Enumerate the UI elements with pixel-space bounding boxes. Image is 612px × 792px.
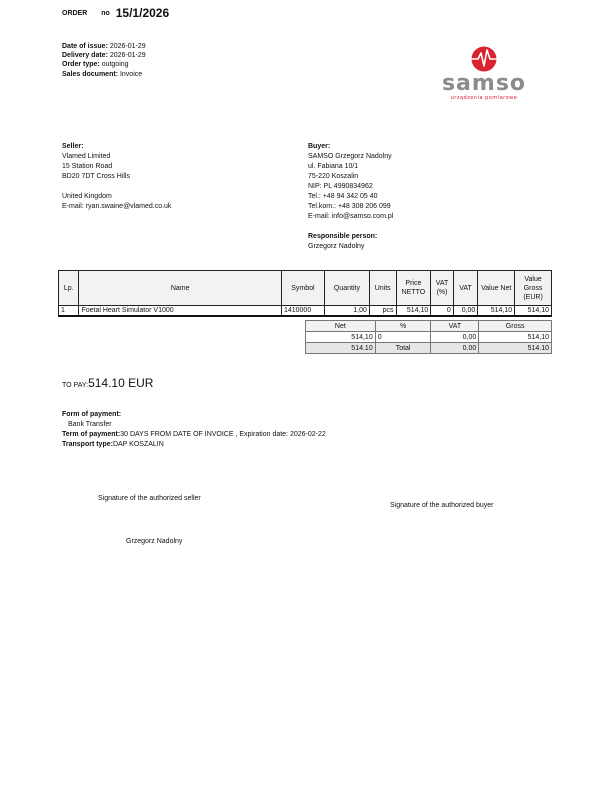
col-header-lp: Lp. xyxy=(59,271,79,306)
order-type-label: Order type: xyxy=(62,61,100,69)
cell-symbol: 1410000 xyxy=(281,306,324,317)
sum-gross: 514,10 xyxy=(479,332,552,343)
buyer-signature-label: Signature of the authorized buyer xyxy=(390,502,494,509)
col-header-name: Name xyxy=(79,271,282,306)
buyer-block xyxy=(308,142,393,252)
table-row xyxy=(59,306,552,317)
col-header-quantity: Quantity xyxy=(324,271,369,306)
seller-line: United Kingdom xyxy=(62,193,112,200)
seller-line: BD20 7DT Cross Hills xyxy=(62,173,130,180)
seller-line: 15 Station Road xyxy=(62,163,113,170)
col-header-vat-pct: VAT (%) xyxy=(431,271,454,306)
sales-doc-value: Invoice xyxy=(119,70,143,78)
delivery-date-label: Delivery date: xyxy=(62,52,108,60)
cell-vat: 0,00 xyxy=(453,306,478,317)
sum-header-pct: % xyxy=(375,321,431,332)
payment-block xyxy=(62,410,326,450)
to-pay-amount: 514.10 EUR xyxy=(88,376,154,390)
logo-tagline: urządzenia pomiarowe xyxy=(450,95,518,101)
samso-logo-icon xyxy=(424,45,544,101)
buyer-line: SAMSO Grzegorz Nadolny xyxy=(308,153,392,160)
sum-vat: 0,00 xyxy=(431,332,479,343)
order-type-value: outgoing xyxy=(101,61,129,69)
payment-term-value: 30 DAYS FROM DATE OF INVOICE , Expiration date: 2026-02-22 xyxy=(120,431,326,438)
seller-line: Vlamed Limited xyxy=(62,153,111,160)
logo-wordmark: samso xyxy=(441,71,527,96)
responsible-label: Responsible person: xyxy=(308,233,378,240)
delivery-date-value: 2026-01-29 xyxy=(109,52,146,60)
sum-header-net: Net xyxy=(306,321,376,332)
sum-header-vat: VAT xyxy=(431,321,479,332)
seller-block xyxy=(62,142,171,212)
col-header-gross: Value Gross (EUR) xyxy=(515,271,552,306)
col-header-units: Units xyxy=(369,271,396,306)
company-logo xyxy=(424,45,544,101)
sum-net: 514,10 xyxy=(306,332,376,343)
payment-term-label: Term of payment: xyxy=(62,431,121,438)
sum-pct: 0 xyxy=(375,332,431,343)
buyer-line: NIP: PL 4990834962 xyxy=(308,183,373,190)
seller-line xyxy=(62,182,171,192)
order-label: ORDER xyxy=(62,10,88,17)
to-pay xyxy=(62,376,153,390)
total-vat: 0.00 xyxy=(431,343,479,354)
col-header-price: Price NETTO xyxy=(396,271,431,306)
buyer-line: 75-220 Koszalin xyxy=(308,173,359,180)
transport-label: Transport type: xyxy=(62,441,113,448)
cell-vat-pct: 0 xyxy=(431,306,454,317)
seller-line: E-mail: ryan.swaine@vlamed.co.uk xyxy=(62,203,172,210)
order-header xyxy=(62,6,169,20)
buyer-line: Tel.: +48 94 342 05 40 xyxy=(308,193,378,200)
total-label: Total xyxy=(375,343,431,354)
summary-total-row xyxy=(306,343,552,354)
responsible-name: Grzegorz Nadolny xyxy=(308,243,365,250)
cell-quantity: 1,00 xyxy=(324,306,369,317)
buyer-line: Tel.kom.: +48 308 206 099 xyxy=(308,203,391,210)
issue-date-label: Date of issue: xyxy=(62,43,108,50)
order-number: 15/1/2026 xyxy=(115,6,170,20)
buyer-label: Buyer: xyxy=(308,143,331,150)
total-net: 514.10 xyxy=(306,343,376,354)
seller-signature-label: Signature of the authorized seller xyxy=(98,495,201,502)
transport-value: DAP KOSZALIN xyxy=(112,441,164,448)
to-pay-label: TO PAY: xyxy=(62,382,89,389)
payment-form-value: Bank Transfer xyxy=(68,421,112,428)
cell-gross: 514,10 xyxy=(515,306,552,317)
col-header-vat: VAT xyxy=(453,271,478,306)
summary-header-row xyxy=(306,321,552,332)
cell-net: 514,10 xyxy=(478,306,515,317)
cell-price: 514,10 xyxy=(396,306,431,317)
order-no-label: no xyxy=(101,10,110,17)
cell-lp: 1 xyxy=(59,306,79,317)
seller-label: Seller: xyxy=(62,143,84,150)
total-gross: 514.10 xyxy=(479,343,552,354)
seller-signature-name: Grzegorz Nadolny xyxy=(126,538,183,545)
summary-row xyxy=(306,332,552,343)
cell-units: pcs xyxy=(369,306,396,317)
buyer-line: E-mail: info@samso.com.pl xyxy=(308,213,394,220)
cell-name: Foetal Heart Simulator V1000 xyxy=(79,306,282,317)
col-header-symbol: Symbol xyxy=(281,271,324,306)
sales-doc-label: Sales document: xyxy=(62,70,119,78)
payment-form-label: Form of payment: xyxy=(62,411,122,418)
issue-date-value: 2026-01-29 xyxy=(109,43,146,50)
order-meta xyxy=(62,42,146,79)
col-header-net: Value Net xyxy=(478,271,515,306)
summary-table xyxy=(305,320,552,354)
items-table xyxy=(58,270,552,317)
items-header-row xyxy=(59,271,552,306)
buyer-line: ul. Fabiana 10/1 xyxy=(308,163,359,170)
sum-header-gross: Gross xyxy=(479,321,552,332)
